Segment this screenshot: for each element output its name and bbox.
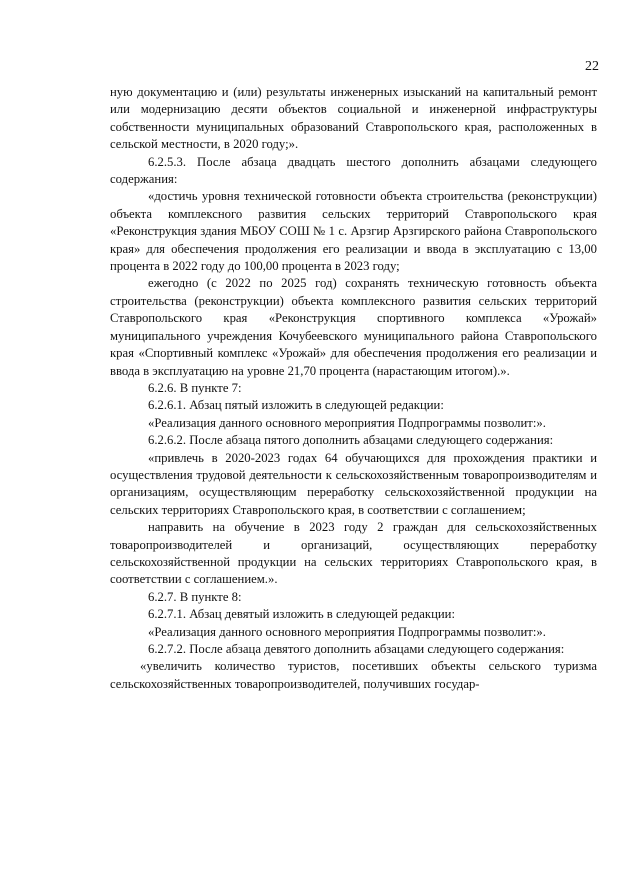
paragraph: 6.2.6.2. После абзаца пятого дополнить абзацами следующего содержания: — [148, 433, 554, 448]
paragraph: 6.2.6.1. Абзац пятый изложить в следующей редакции: — [148, 398, 444, 413]
paragraph: 6.2.7.1. Абзац девятый изложить в следующей редакции: — [148, 607, 455, 622]
paragraph: ную документацию и (или) результаты инженерных изысканий на капитальный ремонт или модернизацию десяти объектов социальной и инженерной инфраструктуры собственности муниципальных образований Ставропольского края, расположенных в сельской местности, в 2020 году;». — [110, 85, 597, 152]
paragraph: «привлечь в 2020-2023 годах 64 обучающихся для прохождения практики и осуществления трудовой деятельности к сельскохозяйственным товаропроизводителям и организациям, осуществляющим переработку сельскохозяйственной продукции на сельских территориях Ставропольского края, в соответствии с соглашением; — [110, 450, 597, 517]
paragraph: 6.2.7.2. После абзаца девятого дополнить абзацами следующего содержания: — [148, 642, 565, 656]
paragraph: «Реализация данного основного мероприятия Подпрограммы позволит:». — [148, 624, 546, 639]
document-body — [110, 84, 597, 693]
paragraph: «увеличить количество туристов, посетивших объекты сельского туризма сельскохозяйственных товаропроизводителей, получивших государ- — [110, 659, 597, 691]
paragraph: «Реализация данного основного мероприятия Подпрограммы позволит:». — [148, 415, 546, 430]
paragraph: 6.2.6. В пункте 7: — [148, 380, 242, 395]
paragraph: 6.2.7. В пункте 8: — [148, 589, 242, 604]
paragraph: «достичь уровня технической готовности объекта строительства (реконструкции) объекта комплексного развития сельских территорий Ставропольского края «Реконструкция здания МБОУ СОШ № 1 с. Арзгир Арзгирского района Ставропольского края» для обеспечения продолжения его реализации и ввода в эксплуатацию с 13,00 процента в 2022 году до 100,00 процента в 2023 году; — [110, 189, 597, 274]
paragraph: 6.2.5.3. После абзаца двадцать шестого дополнить абзацами следующего содержания: — [110, 154, 597, 187]
page-number: 22 — [585, 59, 599, 74]
paragraph: направить на обучение в 2023 году 2 граждан для сельскохозяйственных товаропроизводителей и организаций, осуществляющих переработку сельскохозяйственной продукции на сельских территориях Ставропольского края, в соответствии с соглашением.». — [110, 520, 597, 587]
paragraph: ежегодно (с 2022 по 2025 год) сохранять техническую готовность объекта строительства (реконструкции) объекта комплексного развития сельских территорий Ставропольского края «Реконструкция спортивного комплекса «Урожай» муниципального учреждения Кочубеевского муниципального района Ставропольского края «Спортивный комплекс «Урожай» для обеспечения продолжения его реализации и ввода в эксплуатацию на уровне 21,70 процента (нарастающим итогом).». — [110, 276, 597, 378]
